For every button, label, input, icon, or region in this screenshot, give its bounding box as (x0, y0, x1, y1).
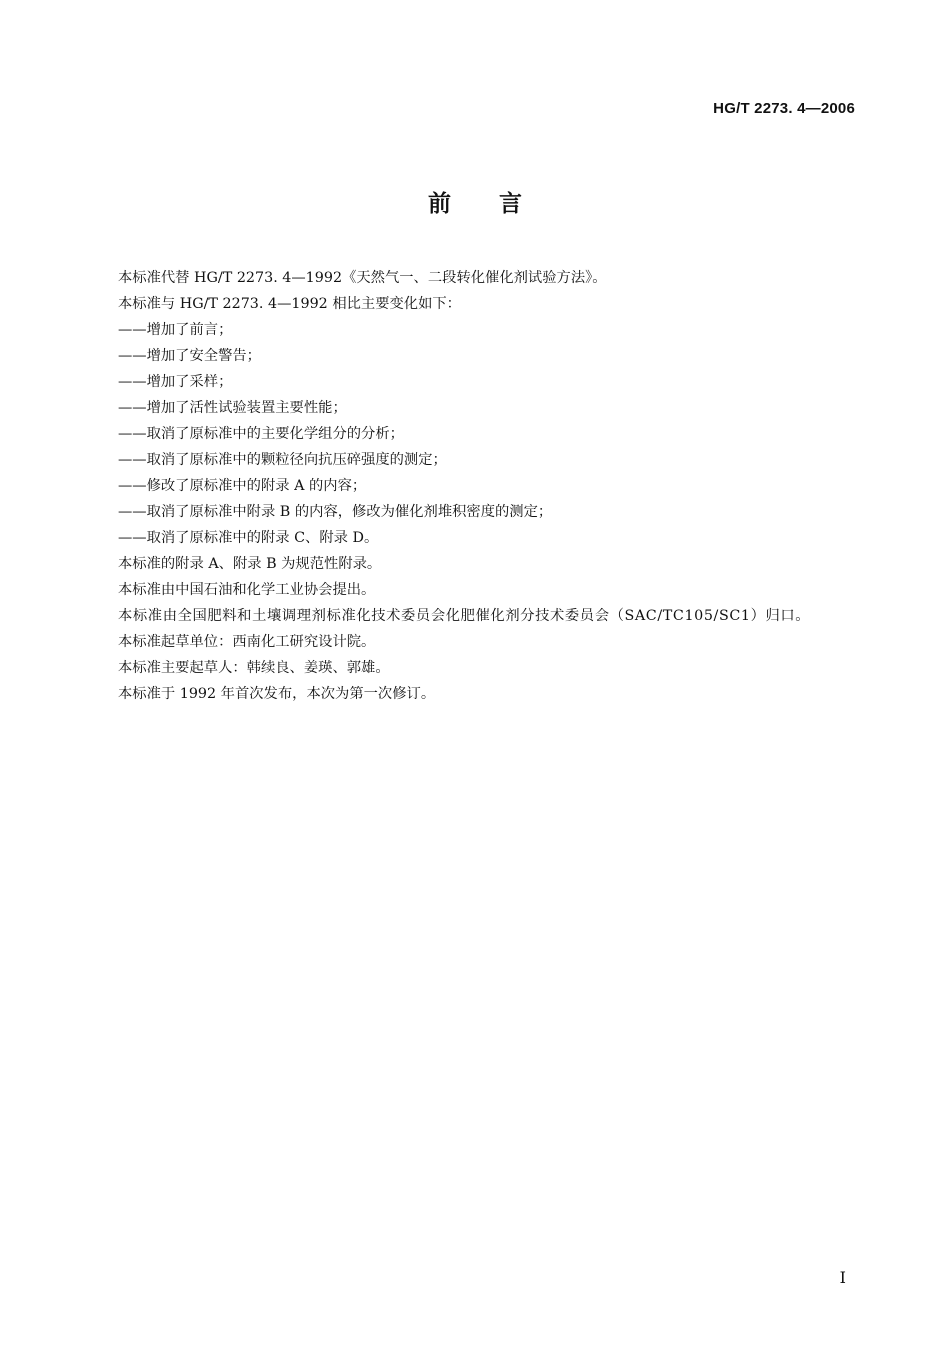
list-item: ——增加了前言； (118, 322, 233, 338)
list-item: ——增加了采样； (118, 374, 233, 390)
page-title: 前言 (428, 191, 570, 217)
list-item: ——取消了原标准中附录 B 的内容，修改为催化剂堆积密度的测定； (118, 504, 553, 520)
list-item: ——增加了安全警告； (118, 348, 261, 364)
foreword-body (84, 265, 860, 707)
paragraph: 本标准与 HG/T 2273. 4—1992 相比主要变化如下： (118, 296, 461, 312)
paragraph: 本标准起草单位：西南化工研究设计院。 (118, 634, 376, 650)
list-item: ——取消了原标准中的颗粒径向抗压碎强度的测定； (118, 452, 447, 468)
list-item: ——取消了原标准中的附录 C、附录 D。 (118, 530, 379, 546)
page-number: I (839, 1268, 846, 1287)
list-item: ——增加了活性试验装置主要性能； (118, 400, 347, 416)
paragraph: 本标准由中国石油和化学工业协会提出。 (118, 582, 376, 598)
list-item: ——修改了原标准中的附录 A 的内容； (118, 478, 367, 494)
list-item: ——取消了原标准中的主要化学组分的分析； (118, 426, 404, 442)
paragraph: 本标准由全国肥料和土壤调理剂标准化技术委员会化肥催化剂分技术委员会（SAC/TC105/SC1）归口。 (118, 608, 811, 624)
paragraph: 本标准的附录 A、附录 B 为规范性附录。 (118, 556, 382, 572)
paragraph: 本标准主要起草人：韩续良、姜瑛、郭雄。 (118, 660, 390, 676)
paragraph: 本标准代替 HG/T 2273. 4—1992《天然气一、二段转化催化剂试验方法》。 (118, 270, 607, 286)
paragraph: 本标准于 1992 年首次发布，本次为第一次修订。 (118, 686, 436, 702)
standard-number: HG/T 2273. 4—2006 (713, 100, 855, 117)
